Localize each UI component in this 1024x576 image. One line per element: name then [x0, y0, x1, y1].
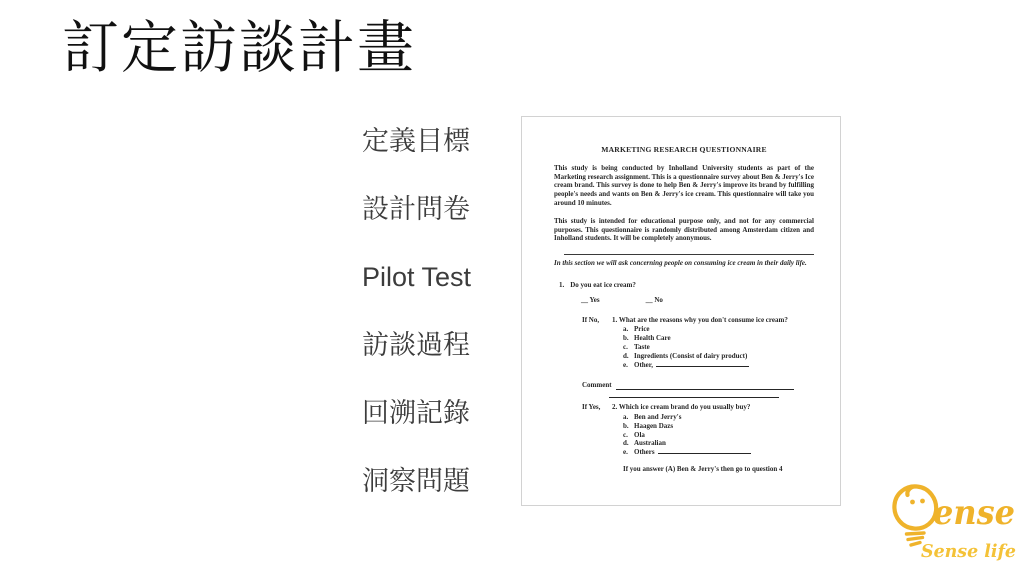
if-yes-options: [623, 413, 814, 457]
option-row: [623, 334, 814, 343]
if-no-row: [554, 316, 814, 325]
question-1-text: Do you eat ice cream?: [570, 280, 636, 289]
option-row: [623, 431, 814, 440]
option-row: [623, 343, 814, 352]
step-item-interview-process: 訪談過程: [362, 330, 470, 360]
option-letter: e.: [623, 448, 628, 457]
option-row: [623, 413, 814, 422]
others-blank-line: [658, 448, 751, 454]
option-text: Ben and Jerry's: [634, 412, 682, 421]
intro-paragraph-1: This study is being conducted by Inholland University students as part of the Marketing research assignment. This is a questionnaire survey about Ben & Jerry's Ice cream brand. This survey is done to help Ben & Jerry's improve its brand by fulfilling people's needs and wants on Ben & Jerry's ice cream. This questionnaire will take you around 10 minutes.: [554, 163, 814, 207]
option-row: [623, 439, 814, 448]
option-letter: c.: [623, 342, 628, 351]
if-no-question: 1. What are the reasons why you don't consume ice cream?: [612, 315, 788, 324]
answer-no: __ No: [645, 295, 663, 304]
option-row: [623, 361, 814, 370]
sense-logo-graphic: [884, 477, 1020, 567]
page-title: 訂定訪談計畫: [62, 16, 416, 80]
step-item-pilot-test: Pilot Test: [362, 262, 472, 292]
option-letter: c.: [623, 430, 628, 439]
section-divider: [564, 254, 814, 255]
option-letter: b.: [623, 421, 629, 430]
step-item-design-questionnaire: 設計問卷: [362, 194, 470, 224]
questionnaire-page: [521, 116, 841, 506]
answer-yes: __ Yes: [581, 295, 600, 304]
question-1: [559, 281, 814, 290]
lightbulb-icon: [894, 486, 936, 545]
option-text: Australian: [634, 439, 666, 448]
step-item-define-goals: 定義目標: [362, 126, 470, 156]
lightbulb-eyes: [910, 499, 925, 505]
if-yes-question: 2. Which ice cream brand do you usually buy?: [612, 403, 751, 412]
option-text: Others: [634, 448, 655, 457]
option-text: Other,: [634, 360, 653, 369]
option-text: Haagen Dazs: [634, 421, 674, 430]
logo-tagline: Sense life: [921, 541, 1016, 562]
question-1-number: 1.: [559, 280, 565, 289]
sense-logo: [884, 477, 1020, 567]
section-note: In this section we will ask concerning people on consuming ice cream in their daily life.: [554, 259, 807, 268]
questionnaire-content: [522, 117, 840, 474]
option-row: [623, 352, 814, 361]
if-no-label: If No,: [582, 315, 600, 324]
question-1-answers: [581, 296, 814, 305]
comment-row: [582, 381, 814, 390]
if-no-options: [623, 325, 814, 369]
questionnaire-title: MARKETING RESEARCH QUESTIONNAIRE: [601, 145, 767, 154]
if-yes-label: If Yes,: [582, 403, 601, 412]
option-text: Price: [634, 325, 650, 334]
option-row: [623, 448, 814, 457]
option-text: Taste: [634, 342, 650, 351]
option-letter: a.: [623, 325, 629, 334]
skip-note: If you answer (A) Ben & Jerry's then go to question 4: [623, 464, 783, 473]
option-row: [623, 325, 814, 334]
other-blank-line: [656, 361, 749, 367]
if-yes-row: [554, 403, 814, 412]
logo-wordmark: ense: [933, 493, 1015, 533]
option-text: Ingredients (Consist of dairy product): [634, 351, 748, 360]
option-row: [623, 422, 814, 431]
option-letter: d.: [623, 351, 629, 360]
option-letter: b.: [623, 334, 629, 343]
option-letter: e.: [623, 360, 628, 369]
comment-blank-line-1: [616, 384, 794, 390]
comment-blank-line-2: [609, 390, 779, 398]
comment-label: Comment: [582, 381, 612, 390]
intro-paragraph-2: This study is intended for educational purpose only, and not for any commercial purposes. This questionnaire is randomly distributed among Amsterdam citizen and Inholland students. It will be completely anonymous.: [554, 216, 814, 243]
step-list: [362, 128, 471, 495]
option-letter: d.: [623, 439, 629, 448]
option-text: Health Care: [634, 334, 671, 343]
step-item-retrospective-record: 回溯記錄: [362, 398, 470, 428]
option-letter: a.: [623, 412, 629, 421]
step-item-insight-questions: 洞察問題: [362, 466, 470, 496]
option-text: Ola: [634, 430, 645, 439]
